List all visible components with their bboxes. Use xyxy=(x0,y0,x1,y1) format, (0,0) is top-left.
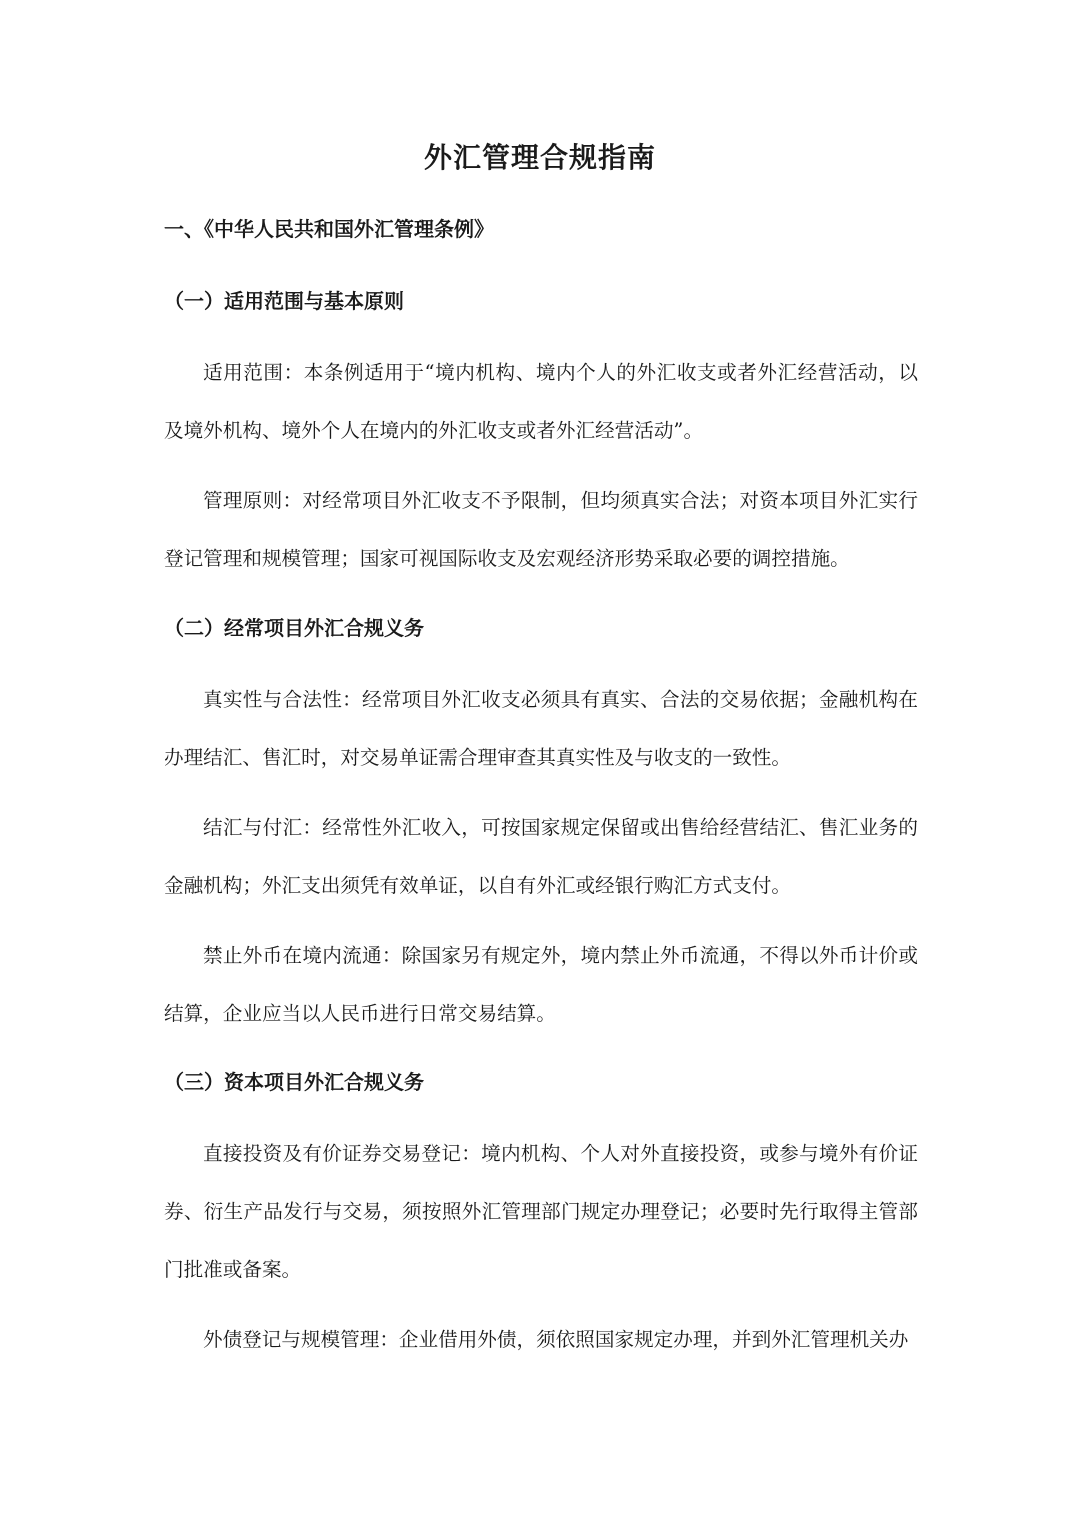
section-heading-1: 一、《中华人民共和国外汇管理条例》 xyxy=(164,217,494,241)
paragraph-scope: 适用范围：本条例适用于“境内机构、境内个人的外汇收支或者外汇经营活动，以及境外机构、境外个人在境内的外汇收支或者外汇经营活动”。 xyxy=(164,361,918,442)
paragraph-investment-registration: 直接投资及有价证券交易登记：境内机构、个人对外直接投资，或参与境外有价证券、衍生产品发行与交易，须按照外汇管理部门规定办理登记；必要时先行取得主管部门批准或备案。 xyxy=(164,1142,918,1281)
paragraph-external-debt: 外债登记与规模管理：企业借用外债，须依照国家规定办理，并到外汇管理机关办 xyxy=(203,1328,909,1351)
subsection-heading-1: （一）适用范围与基本原则 xyxy=(164,289,404,313)
document-title: 外汇管理合规指南 xyxy=(423,141,656,174)
subsection-heading-2: （二）经常项目外汇合规义务 xyxy=(164,616,424,640)
paragraph-principles: 管理原则：对经常项目外汇收支不予限制，但均须真实合法；对资本项目外汇实行登记管理和规模管理；国家可视国际收支及宏观经济形势采取必要的调控措施。 xyxy=(164,489,918,570)
paragraph-settlement: 结汇与付汇：经常性外汇收入，可按国家规定保留或出售给经营结汇、售汇业务的金融机构；外汇支出须凭有效单证，以自有外汇或经银行购汇方式支付。 xyxy=(164,816,918,897)
paragraph-foreign-currency: 禁止外币在境内流通：除国家另有规定外，境内禁止外币流通，不得以外币计价或结算，企业应当以人民币进行日常交易结算。 xyxy=(164,944,918,1025)
subsection-heading-3: （三）资本项目外汇合规义务 xyxy=(164,1070,424,1094)
paragraph-authenticity: 真实性与合法性：经常项目外汇收支必须具有真实、合法的交易依据；金融机构在办理结汇、售汇时，对交易单证需合理审查其真实性及与收支的一致性。 xyxy=(164,688,918,769)
